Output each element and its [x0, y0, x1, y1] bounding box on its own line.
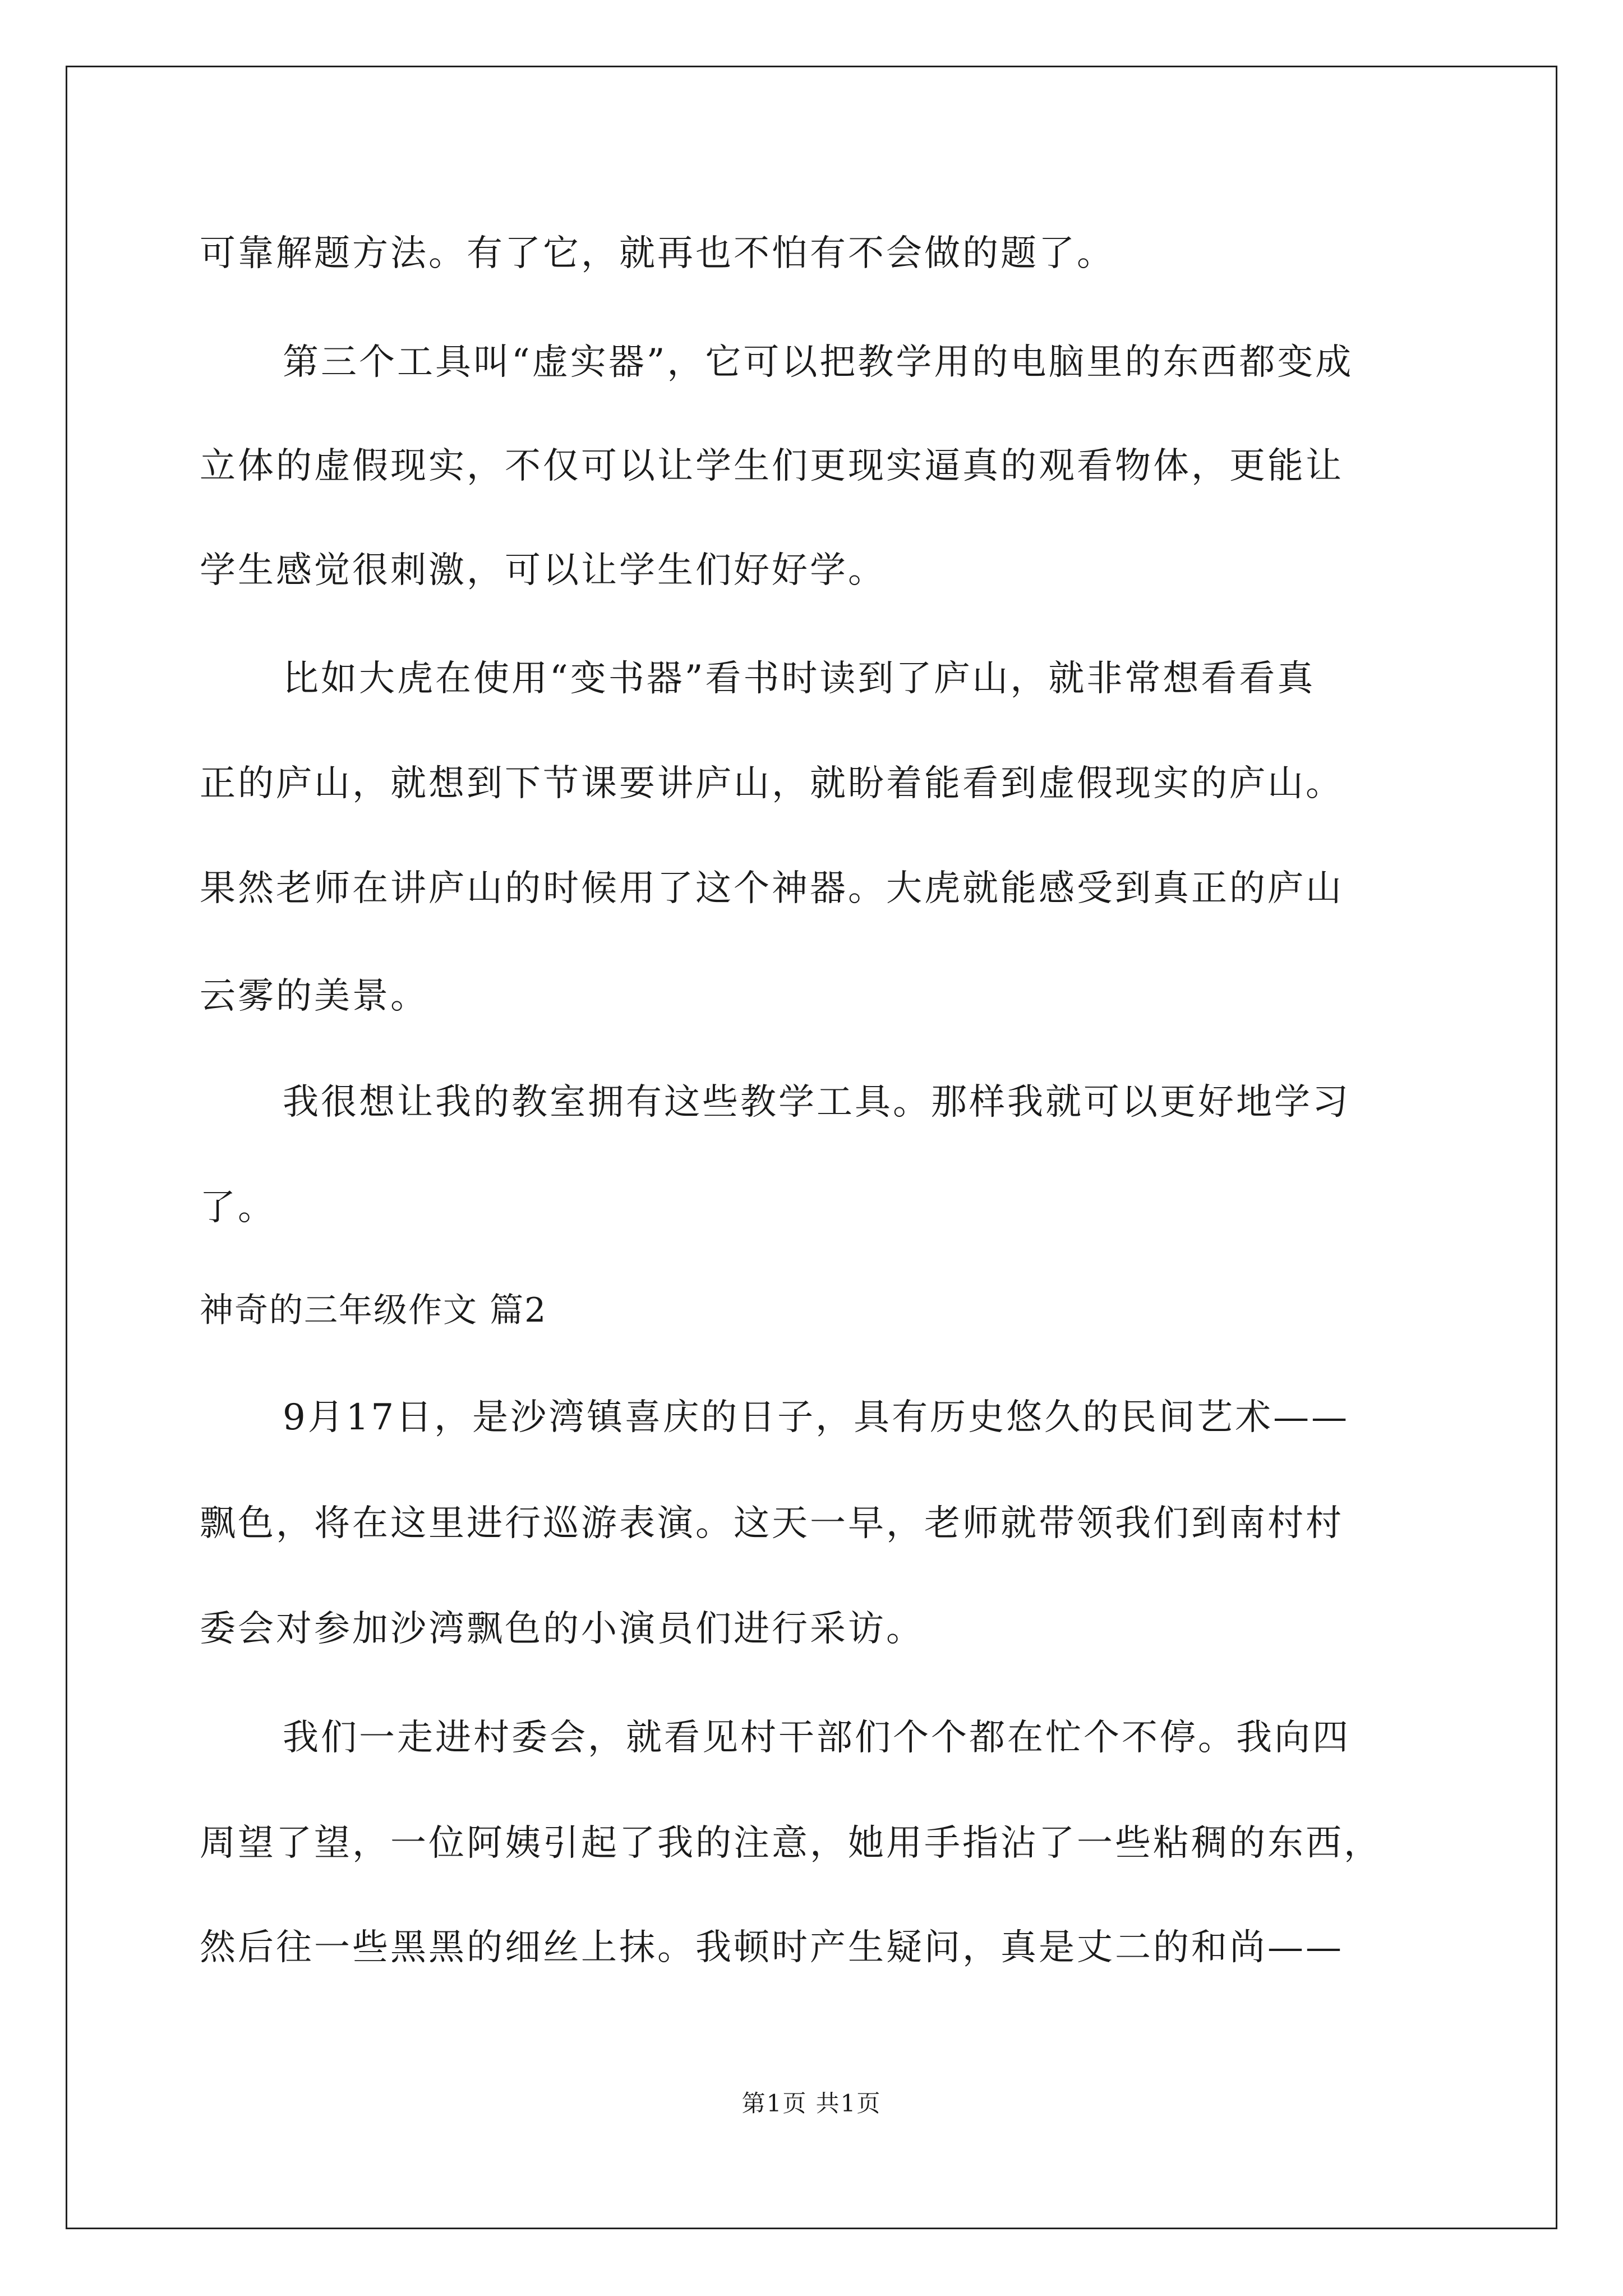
text-line: 果然老师在讲庐山的时候用了这个神器。大虎就能感受到真正的庐山 — [200, 868, 1344, 909]
text-line: 正的庐山，就想到下节课要讲庐山，就盼着能看到虚假现实的庐山。 — [200, 763, 1344, 804]
text-line: 我很想让我的教室拥有这些教学工具。那样我就可以更好地学习 — [283, 1082, 1350, 1123]
page-number: 第1页 共1页 — [741, 2090, 882, 2117]
text-line: 学生感觉很刺激，可以让学生们好好学。 — [200, 550, 886, 591]
text-line: 委会对参加沙湾飘色的小演员们进行采访。 — [200, 1608, 924, 1650]
page-border — [66, 66, 1557, 2229]
text-line: 比如大虎在使用“变书器”看书时读到了庐山，就非常想看看真 — [283, 658, 1316, 700]
text-line: 9月17日，是沙湾镇喜庆的日子，具有历史悠久的民间艺术—— — [283, 1397, 1350, 1438]
text-line: 立体的虚假现实，不仅可以让学生们更现实逼真的观看物体，更能让 — [200, 445, 1344, 487]
text-line: 然后往一些黑黑的细丝上抹。我顿时产生疑问，真是丈二的和尚—— — [200, 1927, 1344, 1968]
text-line: 我们一走进村委会，就看见村干部们个个都在忙个不停。我向四 — [283, 1717, 1350, 1759]
text-line: 云雾的美景。 — [200, 976, 428, 1017]
text-line: 飘色，将在这里进行巡游表演。这天一早，老师就带领我们到南村村 — [200, 1503, 1344, 1544]
section-heading: 神奇的三年级作文 篇2 — [200, 1291, 547, 1330]
text-line: 可靠解题方法。有了它，就再也不怕有不会做的题了。 — [200, 233, 1115, 274]
text-line: 周望了望，一位阿姨引起了我的注意，她用手指沾了一些粘稠的东西， — [200, 1823, 1382, 1864]
text-line: 第三个工具叫“虚实器”，它可以把教学用的电脑里的东西都变成 — [283, 342, 1354, 383]
text-line: 了。 — [200, 1187, 276, 1228]
